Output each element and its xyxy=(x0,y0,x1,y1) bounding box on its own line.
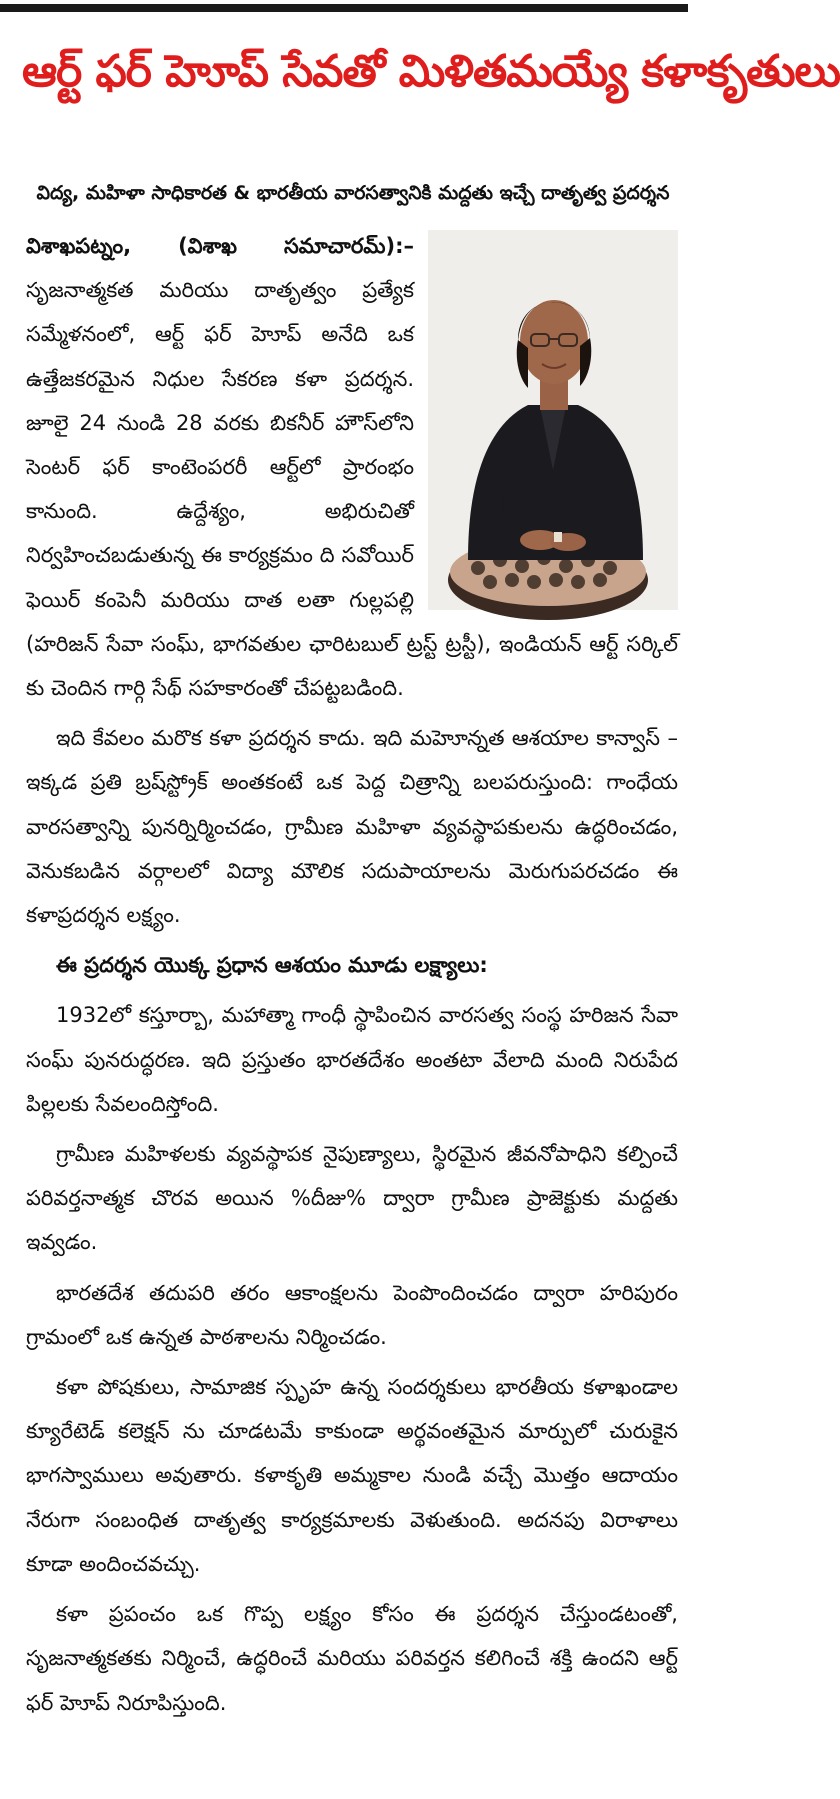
goal-3: భారతదేశ తదుపరి తరం ఆకాంక్షలను పెంపొందించడం ద్వారా హరిపురం గ్రామంలో ఒక ఉన్నత పాఠశాలను నిర్మించడం. xyxy=(26,1280,678,1349)
lead-body: సృజనాత్మకత మరియు దాతృత్వం ప్రత్యేక సమ్మేళనంలో, ఆర్ట్ ఫర్ హెూప్ అనేది ఒక ఉత్తేజకరమైన నిధుల సేకరణ కళా ప్రదర్శన. జూలై 24 నుండి 28 వరకు బికనీర్ హౌస్‌లోని సెంటర్ ఫర్ కాంటెంపరరీ ఆర్ట్‌లో ప్రారంభం కానుంది. ఉద్దేశ్యం, అభిరుచితో నిర్వహించబడుతున్న ఈ కార్యక్రమం ది సవోయిర్ ఫెయిర్ కంపెనీ మరియు దాత లతా గుల్లపల్లి (హరిజన్ సేవా సంఘ్, భాగవతుల ఛారిటబుల్ ట్రస్ట్ ట్రస్టీ), ఇండియన్ ఆర్ట్ సర్కిల్ కు చెందిన గార్గి సేథ్ సహకారంతో చేపట్టబడింది. xyxy=(26,278,678,701)
article-body xyxy=(26,224,678,1731)
goals-heading: ఈ ప్రదర్శన యొక్క ప్రధాన ఆశయం మూడు లక్ష్యాలు: xyxy=(56,953,488,978)
goal-2: గ్రామీణ మహిళలకు వ్యవస్థాపక నైపుణ్యాలు, స్థిరమైన జీవనోపాధిని కల్పించే పరివర్తనాత్మక చొరవ అయిన %దీజు% ద్వారా గ్రామీణ ప్రాజెక్టుకు మద్దతు ఇవ్వడం. xyxy=(26,1142,678,1255)
headline: ఆర్ట్ ఫర్ హెూప్ సేవతో మిళితమయ్యే కళాకృతులు xyxy=(22,46,840,97)
dateline: విశాఖపట్నం, (విశాఖ సమాచారమ్):– xyxy=(26,234,414,258)
paragraph-patrons: కళా పోషకులు, సామాజిక స్పృహ ఉన్న సందర్శకులు భారతీయ కళాఖండాల క్యూరేటెడ్ కలెక్షన్ ను చూడటమే కాకుండా అర్థవంతమైన మార్పులో చురుకైన భాగస్వాములు అవుతారు. కళాకృతి అమ్మకాల నుండి వచ్చే మొత్తం ఆదాయం నేరుగా సంబంధిత దాతృత్వ కార్యక్రమాలకు వెళుతుంది. అదనపు విరాళాలు కూడా అందించవచ్చు. xyxy=(26,1375,678,1576)
top-rule xyxy=(0,4,688,12)
portrait-photo xyxy=(428,230,678,610)
paragraph-purpose: ఇది కేవలం మరొక కళా ప్రదర్శన కాదు. ఇది మహెూన్నత ఆశయాల కాన్వాస్ – ఇక్కడ ప్రతి బ్రష్‌స్ట్రోక్ అంతకంటే ఒక పెద్ద చిత్రాన్ని బలపరుస్తుంది: గాంధేయ వారసత్వాన్ని పునర్నిర్మించడం, గ్రామీణ మహిళా వ్యవస్థాపకులను ఉద్ధరించడం, వెనుకబడిన వర్గాలలో విద్యా మౌలిక సదుపాయాలను మెరుగుపరచడం ఈ కళాప్రదర్శన లక్ష్యం. xyxy=(26,726,678,928)
goal-1: 1932లో కస్తూర్బా, మహాత్మా గాంధీ స్థాపించిన వారసత్వ సంస్థ హరిజన సేవా సంఘ్ పునరుద్ధరణ. ఇది ప్రస్తుతం భారతదేశం అంతటా వేలాది మంది నిరుపేద పిల్లలకు సేవలందిస్తోంది. xyxy=(26,1003,678,1116)
paragraph-closing: కళా ప్రపంచం ఒక గొప్ప లక్ష్యం కోసం ఈ ప్రదర్శన చేస్తుండటంతో, సృజనాత్మకతకు నిర్మించే, ఉద్ధరించే మరియు పరివర్తన కలిగించే శక్తి ఉందని ఆర్ట్ ఫర్ హెూప్ నిరూపిస్తుంది. xyxy=(26,1602,678,1715)
subheadline: విద్య, మహిళా సాధికారత & భారతీయ వారసత్వానికి మద్దతు ఇచ్చే దాతృత్వ ప్రదర్శన xyxy=(36,182,670,204)
portrait-illustration xyxy=(428,230,678,610)
